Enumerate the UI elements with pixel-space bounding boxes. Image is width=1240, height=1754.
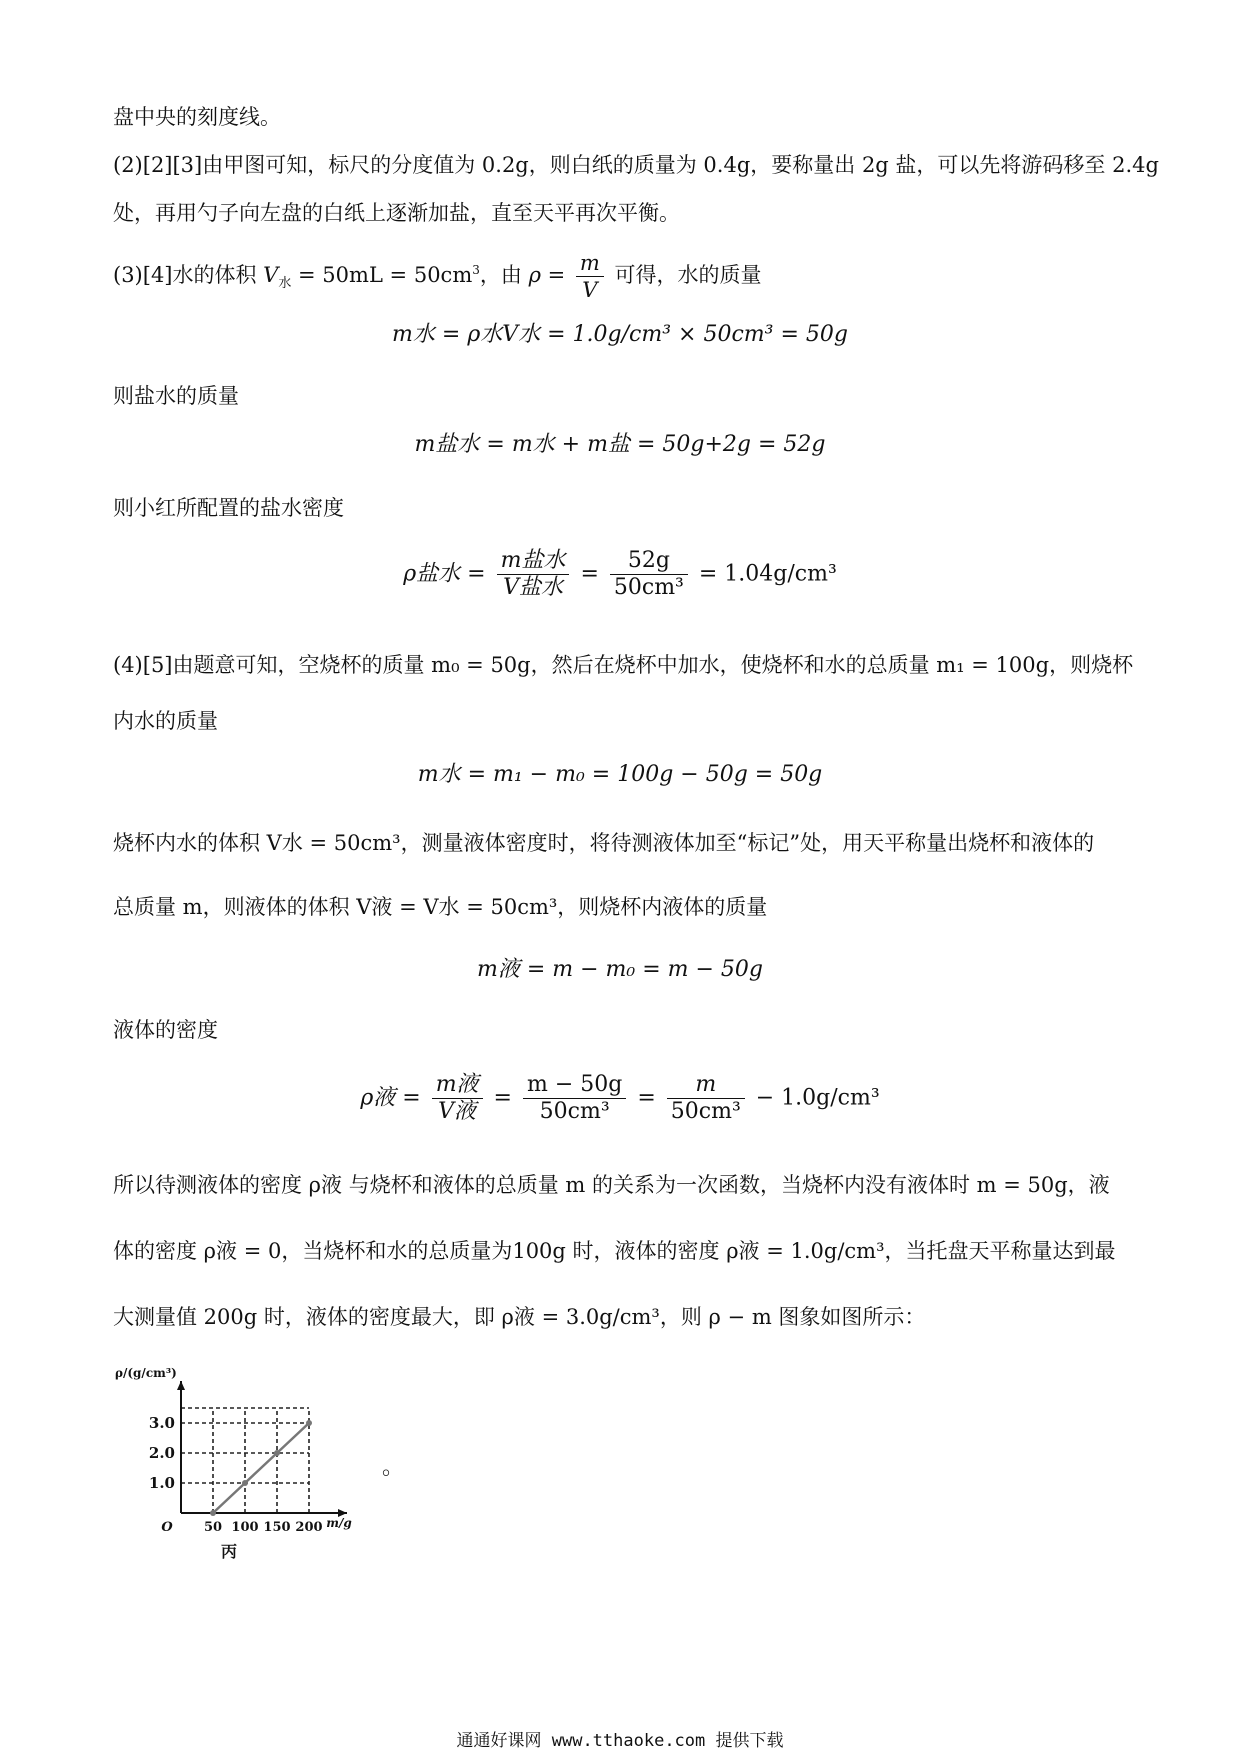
eq3-equals: = [573,561,606,587]
line4-part: (3)[4]水的体积 [113,263,264,287]
line4-var-v: V [263,263,279,287]
text-line-9: 烧杯内水的体积 V水 = 50cm³，测量液体密度时，将待测液体加至“标记”处，用天平称量出烧杯和液体的 [113,831,1095,855]
origin-label: O [161,1520,173,1535]
figure-period: 。 [382,1455,405,1480]
eq3-fraction-1 [497,548,570,601]
eq3-den-1: V盐水 [503,575,563,600]
line4-equals: = [540,263,572,287]
eq6-num-1: m液 [432,1072,483,1099]
text-line-8: 内水的质量 [113,709,218,733]
eq6-result: − 1.0g/cm³ [748,1085,880,1111]
eq6-fraction-1 [432,1072,483,1125]
text-line-12: 所以待测液体的密度 ρ液 与烧杯和液体的总质量 m 的关系为一次函数，当烧杯内没有液体时 m = 50g，液 [113,1173,1110,1197]
equation-water-mass: m水 = ρ水V水 = 1.0g/cm³ × 50cm³ = 50g [392,322,848,347]
text-line-6: 则小红所配置的盐水密度 [113,496,344,520]
eq6-fraction-3 [667,1072,745,1125]
text-line-11: 液体的密度 [113,1018,218,1042]
equation-brine-density [0,548,1240,601]
y-axis-arrow [177,1381,185,1390]
line4-denominator: V [582,278,598,302]
line4-by: ，由 [479,263,529,287]
eq6-equals-1: = [486,1085,519,1111]
data-point [274,1450,280,1456]
data-point [306,1420,312,1426]
eq6-num-3: m [667,1072,745,1099]
y-tick-label: 3.0 [148,1414,175,1432]
eq3-num-2: 52g [610,548,688,575]
x-tick-label: 200 [295,1520,323,1535]
eq6-equals-2: = [630,1085,663,1111]
text-line-3: 处，再用勺子向左盘的白纸上逐渐加盐，直至天平再次平衡。 [113,201,680,225]
eq6-num-2: m − 50g [523,1072,626,1099]
data-point [210,1510,216,1516]
x-axis-label: m/g [326,1516,352,1530]
text-line-4 [113,250,1123,303]
line4-tail: 可得，水的质量 [607,263,762,287]
chart-caption: 丙 [220,1542,238,1561]
text-line-2: (2)[2][3]由甲图可知，标尺的分度值为 0.2g，则白纸的质量为 0.4g，要称量出 2g 盐，可以先将游码移至 2.4g [113,153,1159,177]
text-line-13: 体的密度 ρ液 = 0，当烧杯和水的总质量为100g 时，液体的密度 ρ液 = 1.0g/cm³，当托盘天平称量达到最 [113,1239,1116,1263]
y-tick-label: 1.0 [148,1474,175,1492]
eq6-lhs: ρ液 = [360,1085,428,1111]
y-axis-label: ρ/(g/cm³) [115,1366,177,1380]
text-line-7: (4)[5]由题意可知，空烧杯的质量 m₀ = 50g，然后在烧杯中加水，使烧杯和水的总质量 m₁ = 100g，则烧杯 [113,653,1134,677]
equation-liquid-density [0,1072,1240,1125]
text-line-14: 大测量值 200g 时，液体的密度最大，即 ρ液 = 3.0g/cm³，则 ρ − m 图象如图所示： [113,1305,926,1329]
line4-numerator: m [576,250,604,277]
eq3-den-2: 50cm³ [613,575,684,600]
eq6-den-1: V液 [438,1099,477,1124]
eq3-result: = 1.04g/cm³ [691,561,837,587]
text-line-10: 总质量 m，则液体的体积 V液 = V水 = 50cm³，则烧杯内液体的质量 [113,895,768,919]
line4-sub: 水 [278,276,292,292]
x-tick-label: 150 [263,1520,291,1535]
equation-water-mass-2: m水 = m₁ − m₀ = 100g − 50g = 50g [417,762,823,787]
equation-brine-mass: m盐水 = m水 + m盐 = 50g+2g = 52g [414,432,826,457]
eq3-lhs: ρ盐水 = [403,561,493,587]
line4-fraction [576,250,604,303]
line4-sup: 3 [472,263,480,277]
y-tick-label: 2.0 [148,1444,175,1462]
eq3-num-1: m盐水 [497,548,570,575]
equation-liquid-mass: m液 = m − m₀ = m − 50g [476,957,764,982]
footer-source: 通通好课网 www.tthaoke.com 提供下载 [456,1731,784,1751]
text-line-5: 则盐水的质量 [113,384,239,408]
data-point [242,1480,248,1486]
line4-rho: ρ [528,263,541,287]
density-line [213,1423,309,1513]
eq6-den-2: 50cm³ [539,1099,610,1124]
eq3-fraction-2 [610,548,688,601]
x-tick-label: 100 [231,1520,259,1535]
line4-eq: = 50mL = 50cm [291,263,473,287]
density-mass-chart [113,1365,383,1565]
text-line-1: 盘中央的刻度线。 [113,105,281,129]
x-tick-label: 50 [203,1520,223,1535]
eq6-den-3: 50cm³ [670,1099,741,1124]
eq6-fraction-2 [523,1072,626,1125]
